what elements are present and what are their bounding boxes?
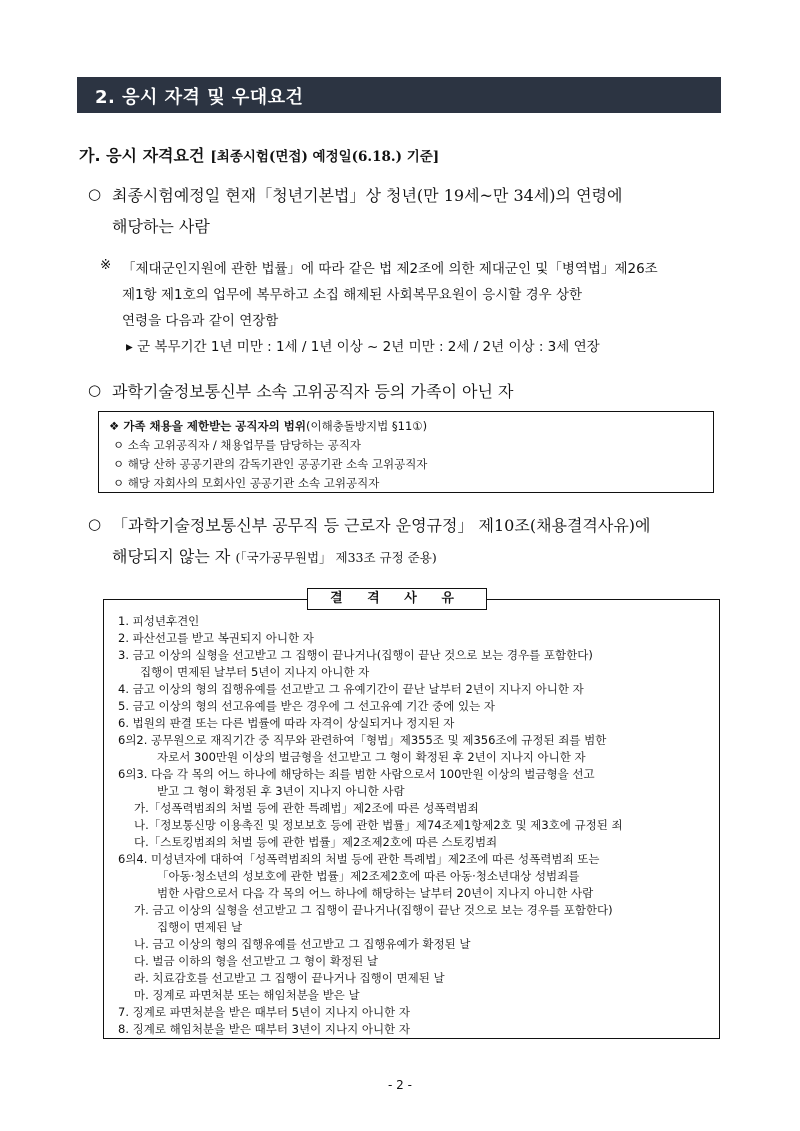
restricted-box-title-bold: ❖ 가족 채용을 제한받는 공직자의 범위 — [109, 419, 306, 433]
restricted-item: ㅇ 해당 자회사의 모회사인 공공기관 소속 고위공직자 — [113, 476, 380, 490]
reference-mark: ※ — [100, 257, 112, 273]
note-extension-detail: ▸ 군 복무기간 1년 미만 : 1세 / 1년 이상 ~ 2년 미만 : 2세 / 2년 이상 : 3세 연장 — [126, 339, 600, 355]
disq-line: 가. 금고 이상의 실형을 선고받고 그 집행이 끝나거나(집행이 끝난 것으로 보는 경우를 포함한다) — [134, 903, 613, 917]
disqualification-title: 결 격 사 유 — [307, 588, 487, 610]
disq-line: 받고 그 형이 확정된 후 3년이 지나지 아니한 사람 — [157, 784, 405, 798]
requirement-regulation-line2 — [112, 544, 437, 567]
restricted-box-title — [109, 418, 427, 434]
disq-line: 마. 징계로 파면처분 또는 해임처분을 받은 날 — [134, 988, 360, 1002]
disq-line: 나. 금고 이상의 형의 집행유예를 선고받고 그 집행유예가 확정된 날 — [134, 937, 471, 951]
restricted-item: ㅇ 소속 고위공직자 / 채용업무를 담당하는 공직자 — [113, 438, 361, 452]
disq-line: 범한 사람으로서 다음 각 목의 어느 하나에 해당하는 날부터 20년이 지나지 아니한 사람 — [157, 886, 594, 900]
disq-line: 다. 벌금 이하의 형을 선고받고 그 형이 확정된 날 — [134, 954, 378, 968]
note-line2: 제1항 제1호의 업무에 복무하고 소집 해제된 사회복무요원이 응시할 경우 상한 — [122, 287, 583, 303]
requirement-family-line: 과학기술정보통신부 소속 고위공직자 등의 가족이 아닌 자 — [112, 382, 514, 401]
disq-line: 6의4. 미성년자에 대하여「성폭력범죄의 처벌 등에 관한 특례법」제2조에 따른 성폭력범죄 또는 — [118, 852, 600, 866]
requirement-age-line2: 해당하는 사람 — [112, 217, 210, 236]
restricted-item: ㅇ 해당 산하 공공기관의 감독기관인 공공기관 소속 고위공직자 — [113, 457, 428, 471]
disq-line: 6의3. 다음 각 목의 어느 하나에 해당하는 죄를 범한 사람으로서 100만원 이상의 벌금형을 선고 — [118, 767, 595, 781]
restricted-officials-box — [98, 411, 714, 493]
subsection-title: 가. 응시 자격요건 — [79, 146, 205, 165]
disq-line: 집행이 면제된 날부터 5년이 지나지 아니한 자 — [140, 665, 370, 679]
disq-line: 5. 금고 이상의 형의 선고유예를 받은 경우에 그 선고유예 기간 중에 있는 자 — [118, 699, 495, 713]
disq-line: 집행이 면제된 날 — [157, 920, 243, 934]
disq-line: 다.「스토킹범죄의 처벌 등에 관한 법률」제2조제2호에 따른 스토킹범죄 — [134, 835, 498, 849]
subsection-note: [최종시험(면접) 예정일(6.18.) 기준] — [210, 149, 440, 165]
disq-line: 4. 금고 이상의 형의 집행유예를 선고받고 그 유예기간이 끝난 날부터 2년이 지나지 아니한 자 — [118, 682, 584, 696]
disq-line: 2. 파산선고를 받고 복권되지 아니한 자 — [118, 631, 314, 645]
disq-line: 1. 피성년후견인 — [118, 614, 200, 628]
page-number: - 2 - — [388, 1078, 412, 1092]
note-line1: 「제대군인지원에 관한 법률」에 따라 같은 법 제2조에 의한 제대군인 및「병역법」제26조 — [122, 261, 658, 277]
note-line3: 연령을 다음과 같이 연장함 — [122, 313, 279, 329]
disq-line: 6의2. 공무원으로 재직기간 중 직무와 관련하여「형법」제355조 및 제356조에 규정된 죄를 범한 — [118, 733, 607, 747]
disq-line: 8. 징계로 해임처분을 받은 때부터 3년이 지나지 아니한 자 — [118, 1022, 410, 1036]
disq-line: 나.「정보통신망 이용촉진 및 정보보호 등에 관한 법률」제74조제1항제2호 및 제3호에 규정된 죄 — [134, 818, 623, 832]
disq-line: 6. 법원의 판결 또는 다른 법률에 따라 자격이 상실되거나 정지된 자 — [118, 716, 455, 730]
disq-line: 3. 금고 이상의 실형을 선고받고 그 집행이 끝나거나(집행이 끝난 것으로 보는 경우를 포함한다) — [118, 648, 593, 662]
section-title: 2. 응시 자격 및 우대요건 — [77, 77, 721, 113]
requirement-regulation-note: (「국가공무원법」 제33조 규정 준용) — [235, 550, 437, 565]
requirement-regulation-line1: 「과학기술정보통신부 공무직 등 근로자 운영규정」 제10조(채용결격사유)에 — [112, 516, 651, 535]
disq-line: 자로서 300만원 이상의 벌금형을 선고받고 그 형이 확정된 후 2년이 지나지 아니한 자 — [157, 750, 586, 764]
bullet-circle: ○ — [88, 381, 102, 399]
disq-line: 가.「성폭력범죄의 처벌 등에 관한 특례법」제2조에 따른 성폭력범죄 — [134, 801, 479, 815]
restricted-box-title-law: (이해충돌방지법 §11①) — [305, 419, 428, 433]
disq-line: 7. 징계로 파면처분을 받은 때부터 5년이 지나지 아니한 자 — [118, 1005, 410, 1019]
bullet-circle: ○ — [88, 185, 102, 203]
subsection-heading — [79, 143, 439, 166]
requirement-age-line1: 최종시험예정일 현재「청년기본법」상 청년(만 19세~만 34세)의 연령에 — [112, 186, 623, 205]
disq-line: 「아동·청소년의 성보호에 관한 법률」제2조제2호에 따른 아동·청소년대상 성범죄를 — [157, 869, 580, 883]
bullet-circle: ○ — [88, 515, 102, 533]
requirement-regulation-main: 해당되지 않는 자 — [112, 547, 231, 566]
disq-line: 라. 치료감호를 선고받고 그 집행이 끝나거나 집행이 면제된 날 — [134, 971, 445, 985]
